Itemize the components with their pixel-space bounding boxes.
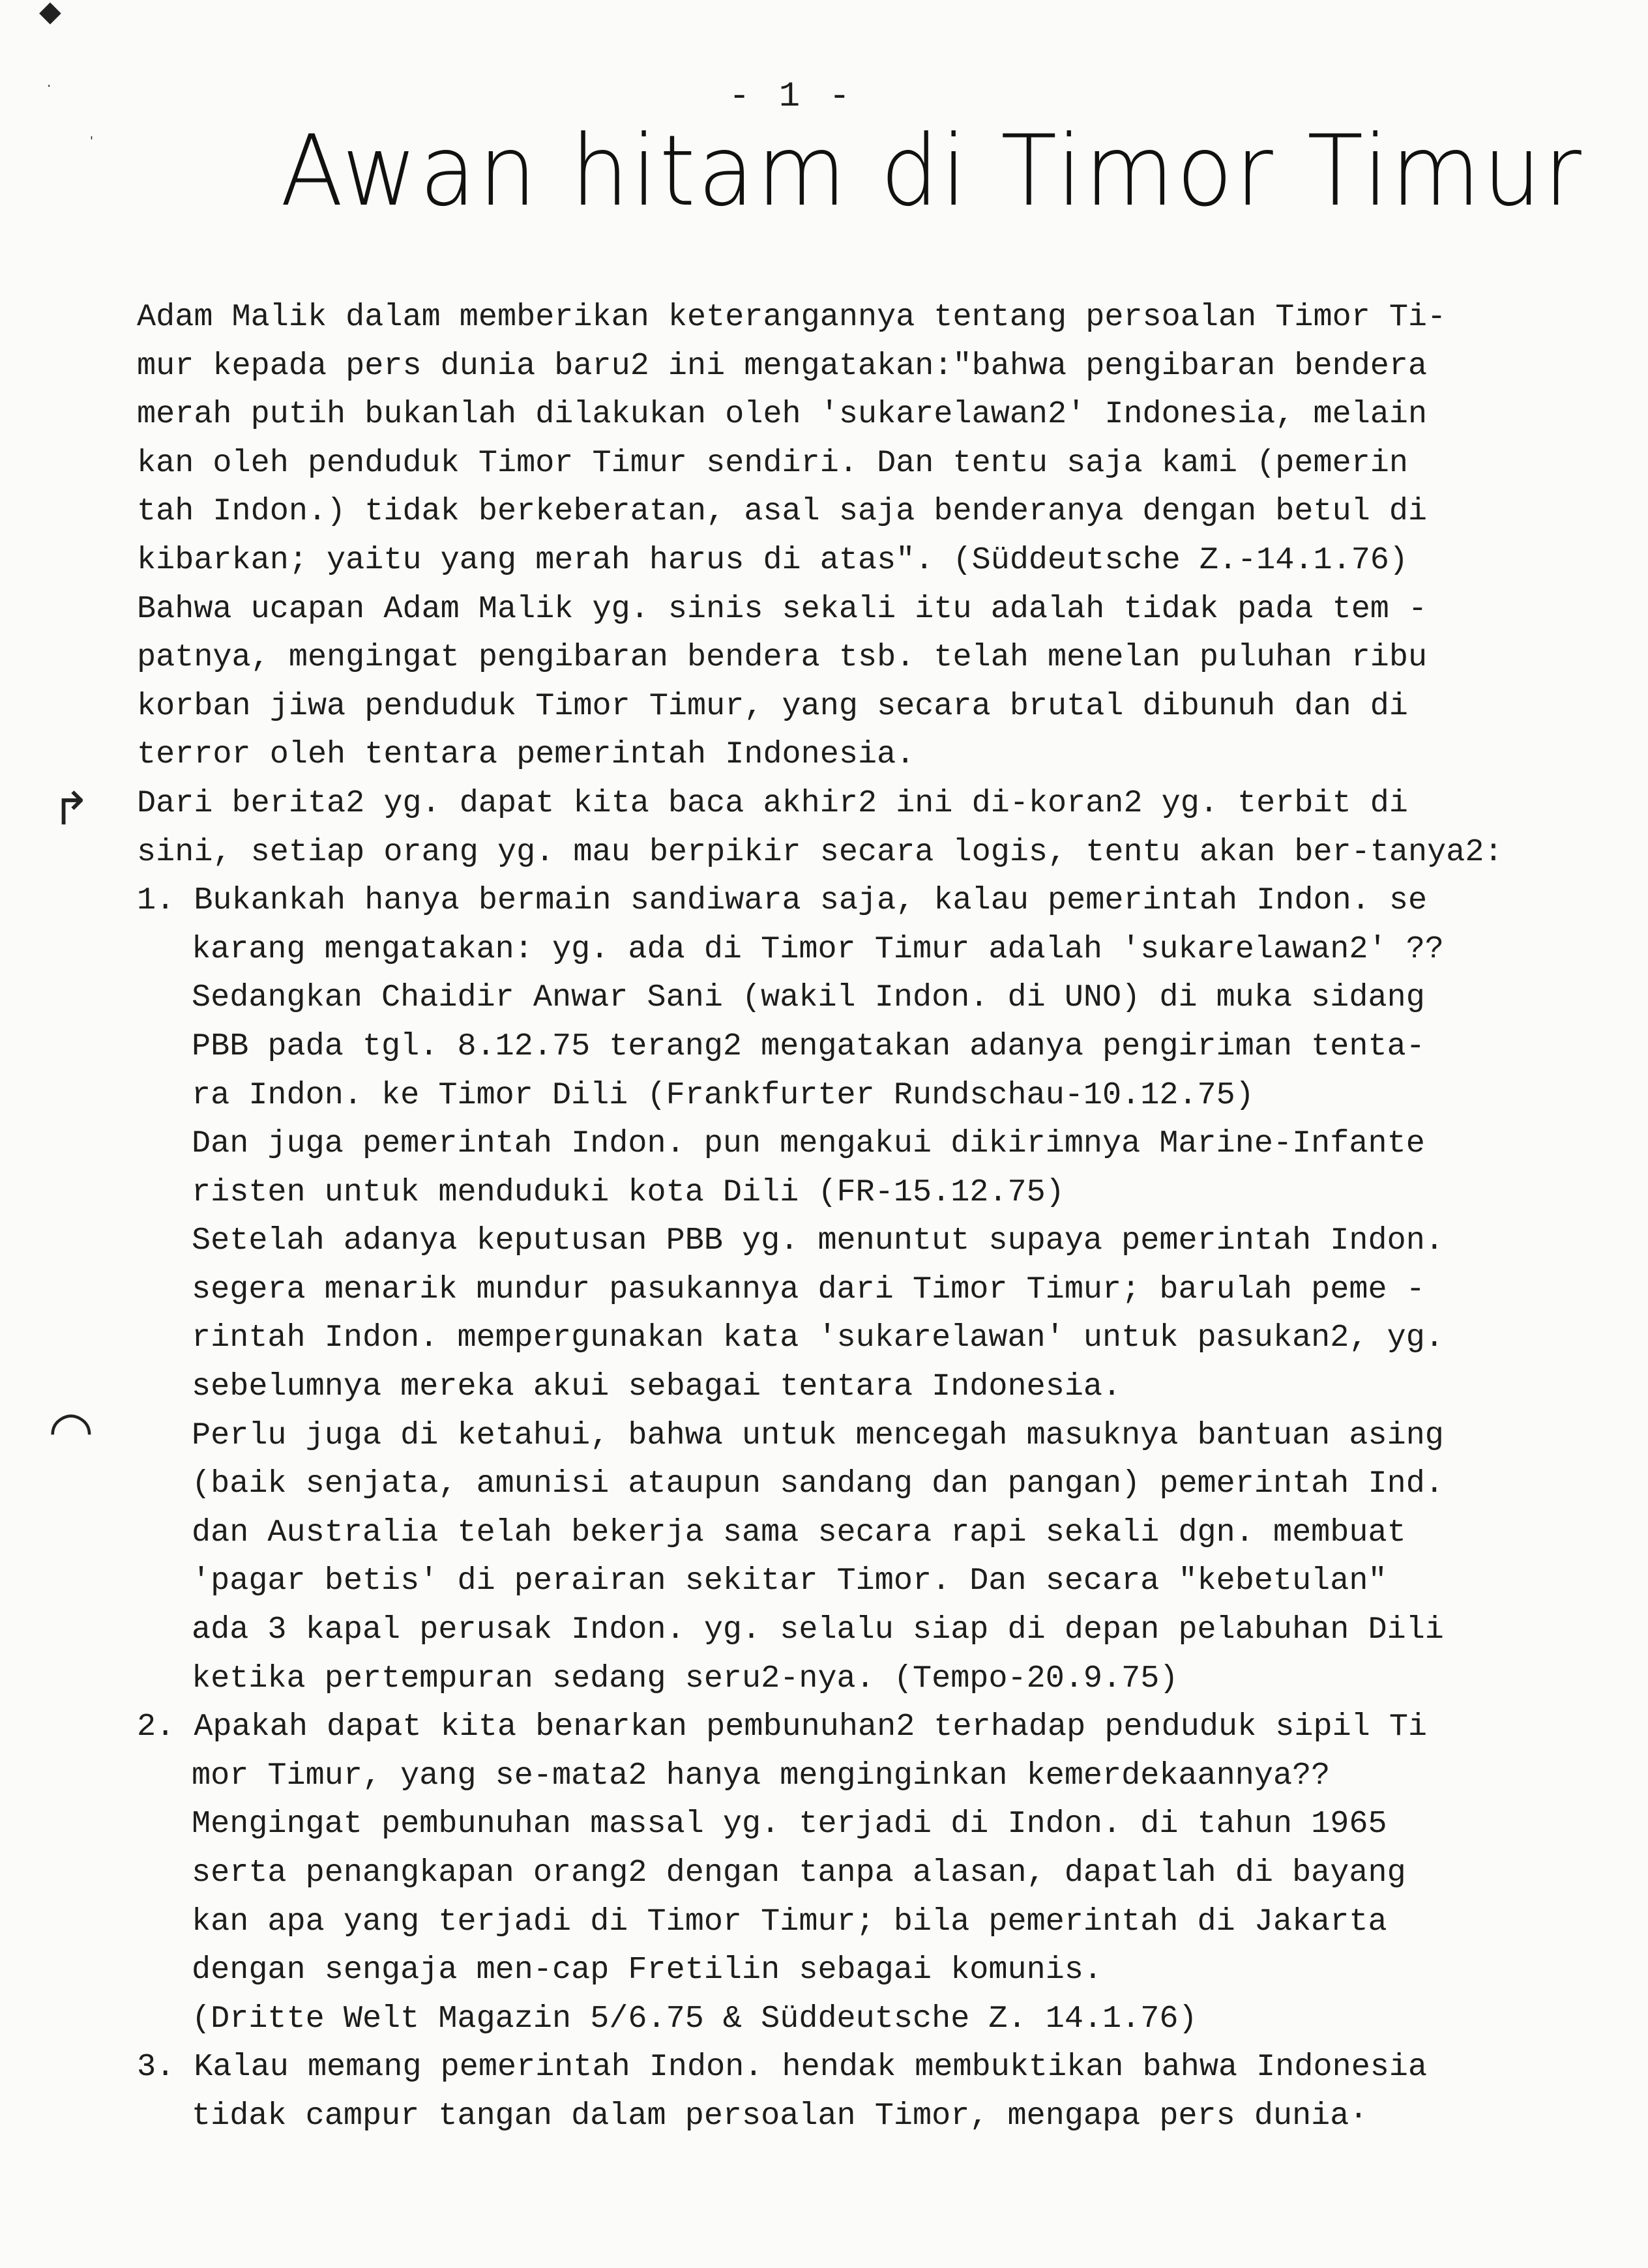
text-line: 1. Bukankah hanya bermain sandiwara saja, kalau pemerintah Indon. se (137, 882, 1428, 919)
text-line: Adam Malik dalam memberikan keterangannya tentang persoalan Timor Ti- (137, 299, 1447, 335)
text-line: tidak campur tangan dalam persoalan Timor, mengapa pers dunia· (192, 2097, 1368, 2134)
text-line: tah Indon.) tidak berkeberatan, asal saja benderanya dengan betul di (137, 493, 1428, 530)
text-line: risten untuk menduduki kota Dili (FR-15.12.75) (192, 1174, 1065, 1210)
list-item-1 (137, 877, 1623, 1703)
text-line: rintah Indon. mempergunakan kata 'sukarelawan' untuk pasukan2, yg. (192, 1320, 1444, 1356)
text-line: mur kepada pers dunia baru2 ini mengatakan:"bahwa pengibaran bendera (137, 347, 1428, 384)
text-line: 3. Kalau memang pemerintah Indon. hendak membuktikan bahwa Indonesia (137, 2049, 1428, 2086)
punch-hole-mark: ↱ (52, 782, 91, 836)
text-line: ada 3 kapal perusak Indon. yg. selalu siap di depan pelabuhan Dili (192, 1612, 1444, 1648)
ink-spot: ◆ (39, 0, 61, 28)
text-line: (Dritte Welt Magazin 5/6.75 & Süddeutsche Z. 14.1.76) (192, 2000, 1198, 2037)
text-line: dengan sengaja men-cap Fretilin sebagai komunis. (192, 1952, 1103, 1988)
list-item-2 (137, 1703, 1623, 2043)
ink-dot: ' (90, 134, 93, 148)
text-line: PBB pada tgl. 8.12.75 terang2 mengatakan adanya pengiriman tenta- (192, 1028, 1425, 1064)
text-line: kan apa yang terjadi di Timor Timur; bila pemerintah di Jakarta (192, 1903, 1387, 1940)
text-line: kan oleh penduduk Timor Timur sendiri. Dan tentu saja kami (pemerin (137, 444, 1409, 481)
text-line: Bahwa ucapan Adam Malik yg. sinis sekali itu adalah tidak pada tem - (137, 590, 1428, 627)
page-title: Awan hitam di Timor Timur (280, 115, 1584, 228)
text-line: Dan juga pemerintah Indon. pun mengakui dikirimnya Marine-Infante (192, 1126, 1425, 1162)
text-line: Dari berita2 yg. dapat kita baca akhir2 ini di-koran2 yg. terbit di (137, 785, 1409, 821)
ink-dot: · (47, 78, 52, 94)
document-body (137, 293, 1623, 2141)
text-line: mor Timur, yang se-mata2 hanya menginginkan kemerdekaannya?? (192, 1757, 1331, 1794)
punch-hole-mark: ◠ (48, 1400, 94, 1461)
text-line: sini, setiap orang yg. mau berpikir secara logis, tentu akan ber-tanya2: (137, 834, 1503, 870)
text-line: kibarkan; yaitu yang merah harus di atas". (Süddeutsche Z.-14.1.76) (137, 542, 1409, 578)
text-line: 'pagar betis' di perairan sekitar Timor. Dan secara "kebetulan" (192, 1563, 1387, 1599)
list-item-3 (137, 2043, 1623, 2140)
paragraph-2 (137, 779, 1623, 877)
text-line: sebelumnya mereka akui sebagai tentara Indonesia. (192, 1369, 1122, 1405)
text-line: merah putih bukanlah dilakukan oleh 'sukarelawan2' Indonesia, melain (137, 396, 1428, 433)
text-line: serta penangkapan orang2 dengan tanpa alasan, dapatlah di bayang (192, 1855, 1406, 1891)
text-line: korban jiwa penduduk Timor Timur, yang secara brutal dibunuh dan di (137, 688, 1409, 724)
text-line: segera menarik mundur pasukannya dari Timor Timur; barulah peme - (192, 1271, 1425, 1307)
text-line: karang mengatakan: yg. ada di Timor Timur adalah 'sukarelawan2' ?? (192, 931, 1444, 967)
text-line: terror oleh tentara pemerintah Indonesia. (137, 736, 915, 773)
text-line: 2. Apakah dapat kita benarkan pembunuhan2 terhadap penduduk sipil Ti (137, 1709, 1428, 1745)
text-line: (baik senjata, amunisi ataupun sandang dan pangan) pemerintah Ind. (192, 1466, 1444, 1502)
text-line: dan Australia telah bekerja sama secara rapi sekali dgn. membuat (192, 1514, 1406, 1550)
text-line: Setelah adanya keputusan PBB yg. menuntut supaya pemerintah Indon. (192, 1223, 1444, 1259)
text-line: Perlu juga di ketahui, bahwa untuk mencegah masuknya bantuan asing (192, 1417, 1444, 1453)
paragraph-1 (137, 293, 1623, 779)
text-line: ketika pertempuran sedang seru2-nya. (Tempo-20.9.75) (192, 1660, 1179, 1696)
text-line: ra Indon. ke Timor Dili (Frankfurter Rundschau-10.12.75) (192, 1077, 1254, 1113)
text-line: Mengingat pembunuhan massal yg. terjadi di Indon. di tahun 1965 (192, 1806, 1387, 1842)
text-line: patnya, mengingat pengibaran bendera tsb. telah menelan puluhan ribu (137, 639, 1428, 676)
page-number: - 1 - (729, 77, 855, 117)
text-line: Sedangkan Chaidir Anwar Sani (wakil Indon. di UNO) di muka sidang (192, 980, 1425, 1016)
